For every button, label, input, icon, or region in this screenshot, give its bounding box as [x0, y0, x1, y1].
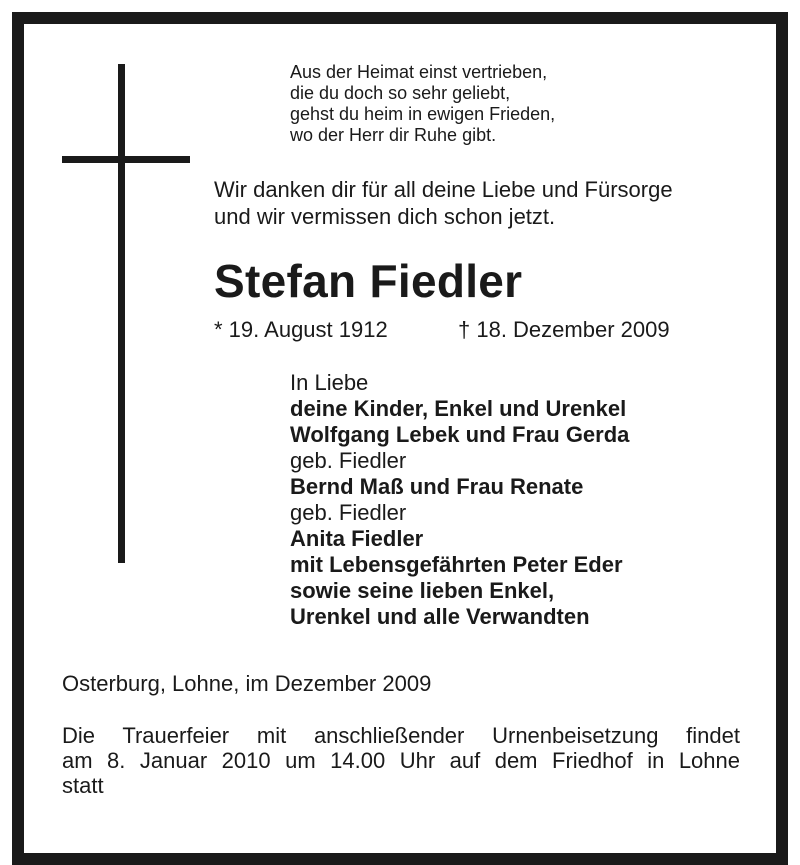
poem [290, 62, 555, 146]
cross-icon-vertical-beam [118, 64, 125, 563]
mourner-line: Anita Fiedler [290, 526, 424, 551]
mourner-line: geb. Fiedler [290, 448, 407, 473]
poem-line: Aus der Heimat einst vertrieben, [290, 62, 548, 82]
service-line: statt [62, 773, 104, 798]
poem-line: die du doch so sehr geliebt, [290, 83, 511, 103]
thanks-line: Wir danken dir für all deine Liebe und Fürsorge [214, 177, 673, 202]
mourner-line: geb. Fiedler [290, 500, 407, 525]
thanks-line: und wir vermissen dich schon jetzt. [214, 204, 556, 229]
poem-line: wo der Herr dir Ruhe gibt. [290, 125, 497, 145]
mourners-intro: In Liebe [290, 370, 369, 395]
service-line: Die Trauerfeier mit anschließender Urnenbeisetzung findet [62, 723, 740, 748]
deceased-name: Stefan Fiedler [214, 255, 523, 307]
place-date: Osterburg, Lohne, im Dezember 2009 [62, 671, 432, 696]
cross-icon-horizontal-beam [62, 156, 190, 163]
mourner-line: Bernd Maß und Frau Renate [290, 474, 584, 499]
poem-line: gehst du heim in ewigen Frieden, [290, 104, 556, 124]
thanks-text [214, 176, 673, 230]
mourner-line: mit Lebensgefährten Peter Eder [290, 552, 623, 577]
mourner-line: deine Kinder, Enkel und Urenkel [290, 396, 627, 421]
service-line: am 8. Januar 2010 um 14.00 Uhr auf dem Friedhof in Lohne [62, 748, 740, 773]
birth-date: * 19. August 1912 [214, 317, 388, 342]
mourner-line: Urenkel und alle Verwandten [290, 604, 590, 629]
death-date: † 18. Dezember 2009 [458, 317, 670, 342]
mourners-list [290, 370, 629, 630]
mourner-line: Wolfgang Lebek und Frau Gerda [290, 422, 630, 447]
service-notice [62, 723, 740, 798]
mourner-line: sowie seine lieben Enkel, [290, 578, 555, 603]
